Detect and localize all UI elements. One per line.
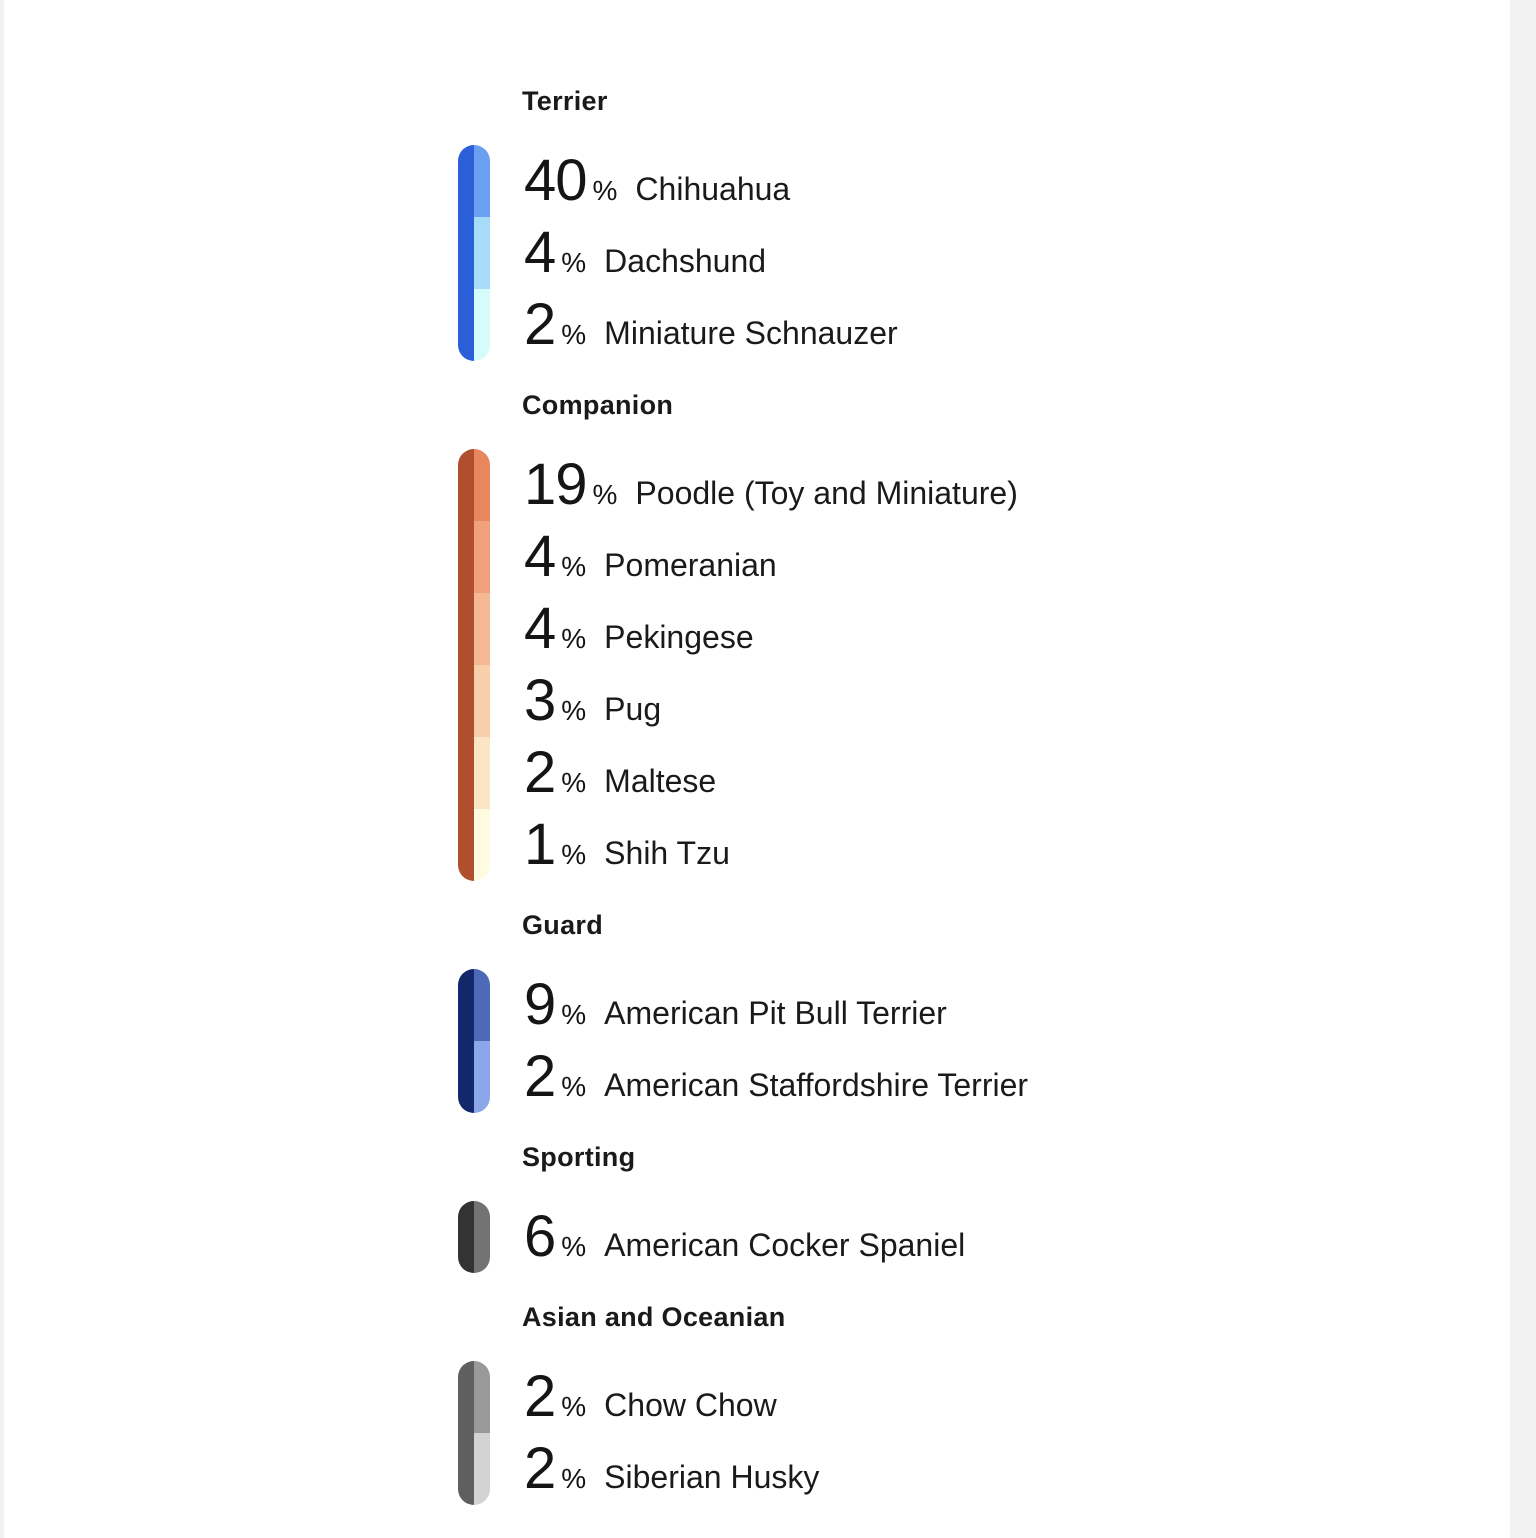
breed-row: [524, 217, 898, 289]
breed-percent: 4: [524, 524, 556, 589]
breed-name: Miniature Schnauzer: [604, 315, 898, 351]
breed-name: Pekingese: [604, 619, 754, 655]
bar-segment-chow-chow: [474, 1361, 490, 1433]
page: [4, 0, 1510, 1538]
breed-row: [524, 969, 1028, 1041]
group-bar-guard: [458, 969, 490, 1113]
breed-percent: 19: [524, 452, 587, 517]
percent-sign: %: [561, 551, 587, 582]
group-bar-sporting: [458, 1201, 490, 1273]
bar-segment-american-staffordshire-terrier: [474, 1041, 490, 1113]
group-bar-base: [458, 1201, 474, 1273]
bar-segment-pekingese: [474, 593, 490, 665]
group-rows-guard: [524, 969, 1028, 1113]
breed-percent: 40: [524, 148, 587, 213]
bar-segment-american-cocker-spaniel: [474, 1201, 490, 1273]
group-bar-base: [458, 969, 474, 1113]
breed-row: [524, 1041, 1028, 1113]
breed-percent: 2: [524, 1044, 556, 1109]
bar-segment-american-pit-bull-terrier: [474, 969, 490, 1041]
group-bar-terrier: [458, 145, 490, 361]
breed-percent: 4: [524, 220, 556, 285]
group-bar-companion: [458, 449, 490, 881]
breed-name: American Cocker Spaniel: [604, 1227, 966, 1263]
bar-segment-pomeranian: [474, 521, 490, 593]
breed-row: [524, 593, 1018, 665]
percent-sign: %: [561, 623, 587, 654]
group-title-asian-and-oceanian: Asian and Oceanian: [522, 1302, 786, 1332]
percent-sign: %: [561, 1391, 587, 1422]
breed-row: [524, 521, 1018, 593]
bar-segment-poodle: [474, 449, 490, 521]
breed-row: [524, 1201, 965, 1273]
group-rows-companion: [524, 449, 1018, 881]
group-title-sporting: Sporting: [522, 1142, 636, 1172]
breed-row: [524, 665, 1018, 737]
group-rows-sporting: [524, 1201, 965, 1273]
breed-percent: 2: [524, 1436, 556, 1501]
breed-row: [524, 289, 898, 361]
breed-name: Shih Tzu: [604, 835, 730, 871]
group-bar-base: [458, 449, 474, 881]
percent-sign: %: [561, 999, 587, 1030]
group-title-companion: Companion: [522, 390, 674, 420]
bar-segment-dachshund: [474, 217, 490, 289]
group-title-terrier: Terrier: [522, 86, 608, 116]
group-rows-asian-and-oceanian: [524, 1361, 819, 1505]
bar-segment-pug: [474, 665, 490, 737]
breed-percent: 2: [524, 292, 556, 357]
breed-name: Dachshund: [604, 243, 767, 279]
breed-percent: 6: [524, 1204, 556, 1269]
breed-percent: 2: [524, 740, 556, 805]
percent-sign: %: [561, 767, 587, 798]
breed-name: American Pit Bull Terrier: [604, 995, 947, 1031]
breed-name: Poodle (Toy and Miniature): [635, 475, 1018, 511]
percent-sign: %: [561, 319, 587, 350]
breed-row: [524, 1361, 819, 1433]
breed-name: American Staffordshire Terrier: [604, 1067, 1029, 1103]
percent-sign: %: [561, 1463, 587, 1494]
percent-sign: %: [561, 839, 587, 870]
percent-sign: %: [561, 1071, 587, 1102]
percent-sign: %: [561, 695, 587, 726]
bar-segment-maltese: [474, 737, 490, 809]
breed-row: [524, 449, 1018, 521]
breed-row: [524, 1433, 819, 1505]
breed-row: [524, 809, 1018, 881]
breed-percent: 9: [524, 972, 556, 1037]
breed-name: Pomeranian: [604, 547, 777, 583]
group-bar-asian-and-oceanian: [458, 1361, 490, 1505]
group-title-guard: Guard: [522, 910, 604, 940]
breed-percent: 2: [524, 1364, 556, 1429]
percent-sign: %: [561, 247, 587, 278]
bar-segment-shih-tzu: [474, 809, 490, 881]
percent-sign: %: [561, 1231, 587, 1262]
bar-segment-miniature-schnauzer: [474, 289, 490, 361]
percent-sign: %: [592, 175, 618, 206]
group-bar-base: [458, 1361, 474, 1505]
breed-name: Pug: [604, 691, 662, 727]
bar-segment-siberian-husky: [474, 1433, 490, 1505]
breed-percent: 4: [524, 596, 556, 661]
breed-row: [524, 145, 898, 217]
bar-segment-chihuahua: [474, 145, 490, 217]
group-bar-base: [458, 145, 474, 361]
percent-sign: %: [592, 479, 618, 510]
breed-name: Chihuahua: [635, 171, 791, 207]
breed-percent: 1: [524, 812, 556, 877]
breed-row: [524, 737, 1018, 809]
breed-name: Maltese: [604, 763, 717, 799]
breed-name: Chow Chow: [604, 1387, 777, 1423]
breed-percent: 3: [524, 668, 556, 733]
group-rows-terrier: [524, 145, 898, 361]
breed-name: Siberian Husky: [604, 1459, 820, 1495]
